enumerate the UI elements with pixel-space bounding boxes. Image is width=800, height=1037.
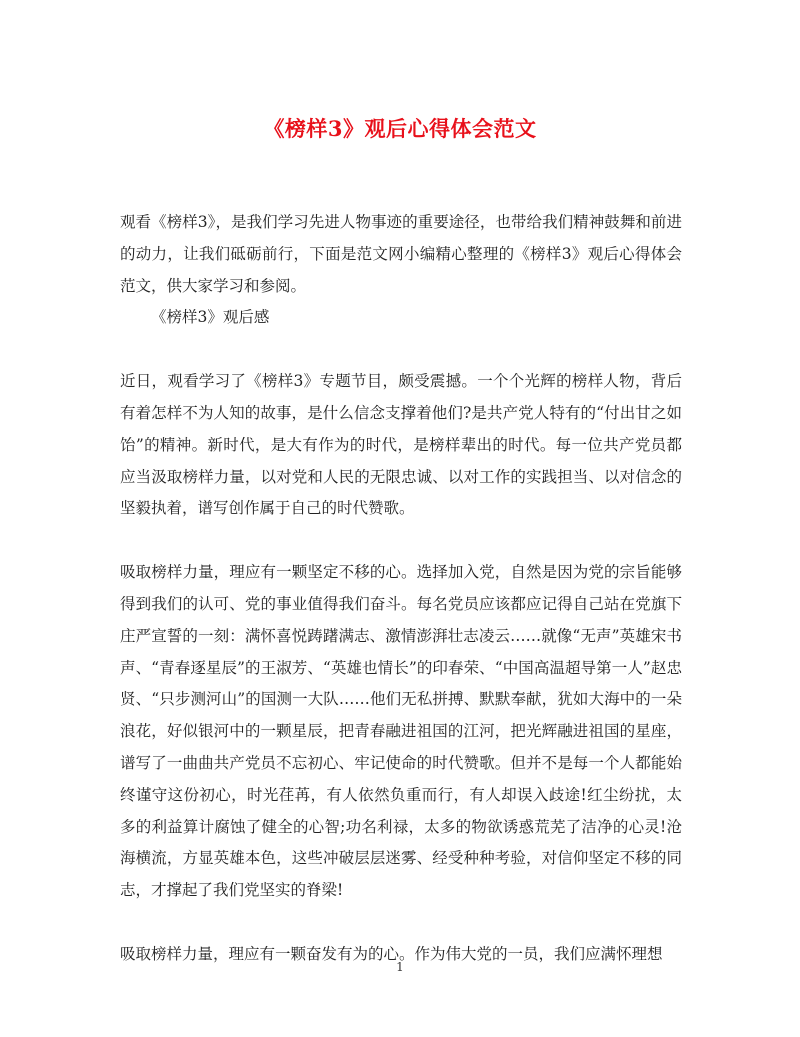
page-number: 1 — [396, 960, 404, 974]
intro-paragraph: 观看《榜样3》，是我们学习先进人物事迹的重要途径，也带给我们精神鼓舞和前进的动力，让我们砥砺前行，下面是范文网小编精心整理的《榜样3》观后心得体会范文，供大家学习和参阅。 — [120, 213, 682, 295]
body-paragraph-2: 吸取榜样力量，理应有一颗坚定不移的心。选择加入党，自然是因为党的宗旨能够得到我们的认可、党的事业值得我们奋斗。每名党员应该都应记得自己站在党旗下庄严宣誓的一刻：满怀喜悦踌躇满志、激情澎湃壮志凌云……就像“无声”英雄宋书声、“青春逐星辰”的王淑芳、“英雄也情长”的印春荣、“中国高温超导第一人”赵忠贤、“只步测河山”的国测一大队……他们无私拼搏、默默奉献，犹如大海中的一朵浪花，好似银河中的一颗星辰，把青春融进祖国的江河，把光辉融进祖国的星座，谱写了一曲曲共产党员不忘初心、牢记使命的时代赞歌。但并不是每一个人都能始终谨守这份初心，时光荏苒，有人依然负重而行，有人却误入歧途!红尘纷扰，太多的利益算计腐蚀了健全的心智;功名利禄，太多的物欲诱惑荒芜了洁净的心灵!沧海横流，方显英雄本色，这些冲破层层迷雾、经受种种考验，对信仰坚定不移的同志，才撑起了我们党坚实的脊梁! — [120, 563, 683, 900]
body-paragraph-3: 吸取榜样力量，理应有一颗奋发有为的心。作为伟大党的一员，我们应满怀理想 — [120, 944, 663, 963]
section-subheading: 《榜样3》观后感 — [151, 308, 270, 327]
paragraph-gap — [120, 907, 682, 939]
document-body — [120, 207, 682, 971]
body-paragraph-1: 近日，观看学习了《榜样3》专题节目，颇受震撼。一个个光辉的榜样人物，背后有着怎样不为人知的故事，是什么信念支撑着他们?是共产党人特有的“付出甘之如饴”的精神。新时代，是大有作为的时代，是榜样辈出的时代。每一位共产党员都应当汲取榜样力量，以对党和人民的无限忠诚、以对工作的实践担当、以对信念的坚毅执着，谱写创作属于自己的时代赞歌。 — [120, 372, 682, 518]
paragraph-gap — [120, 334, 682, 366]
document-title: 《榜样3》观后心得体会范文 — [263, 116, 537, 141]
paragraph-gap — [120, 525, 682, 557]
